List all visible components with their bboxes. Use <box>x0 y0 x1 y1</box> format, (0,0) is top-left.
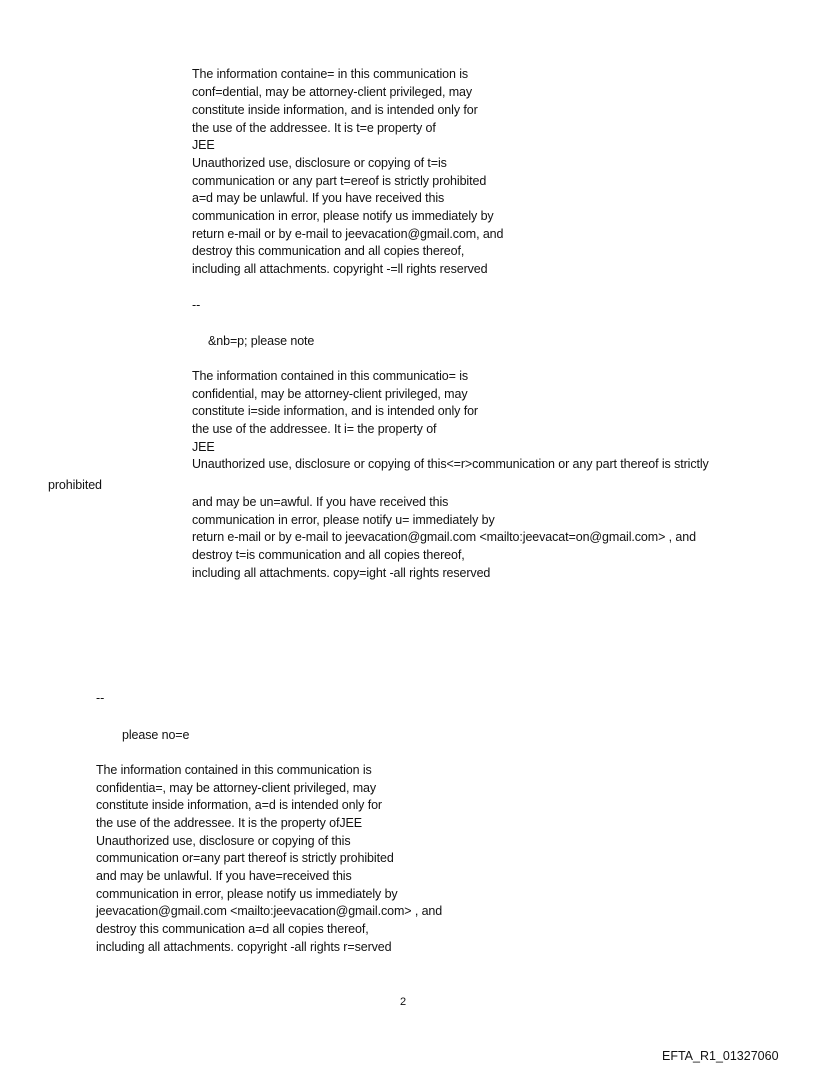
block1-line: communication or any part t=ereof is strictly prohibited <box>192 174 487 188</box>
block3-line: The information contained in this communication is <box>96 763 372 777</box>
block1-line: a=d may be unlawful. If you have received this <box>192 191 445 205</box>
block2-line: return e-mail or by e-mail to jeevacation@gmail.com <mailto:jeevacat=on@gmail.com> , and <box>192 530 696 544</box>
block3-line: jeevacation@gmail.com <mailto:jeevacation@gmail.com> , and <box>96 904 443 918</box>
document-id: EFTA_R1_01327060 <box>662 1049 779 1063</box>
note-line: please no=e <box>122 728 190 742</box>
block1-line: the use of the addressee. It is t=e property of <box>192 121 436 135</box>
note-line: &nb=p; please note <box>208 334 315 348</box>
block3-line: confidentia=, may be attorney-client privileged, may <box>96 781 377 795</box>
block2-line: and may be un=awful. If you have received this <box>192 495 449 509</box>
separator: -- <box>192 298 201 312</box>
block2-wrap-word: prohibited <box>48 478 102 492</box>
block3-line: constitute inside information, a=d is intended only for <box>96 798 382 812</box>
block3-line: and may be unlawful. If you have=received this <box>96 869 352 883</box>
block1-line: conf=dential, may be attorney-client privileged, may <box>192 85 473 99</box>
block2-long-line: Unauthorized use, disclosure or copying of this<=r>communication or any part thereof is strictly <box>192 457 709 471</box>
separator: -- <box>96 691 105 705</box>
block3-line: including all attachments. copyright -all rights r=served <box>96 940 392 954</box>
block3-line: communication in error, please notify us immediately by <box>96 887 398 901</box>
block2-line: confidential, may be attorney-client privileged, may <box>192 387 468 401</box>
block3-line: the use of the addressee. It is the property ofJEE <box>96 816 362 830</box>
block1-line: including all attachments. copyright -=ll rights reserved <box>192 262 488 276</box>
block2-line: constitute i=side information, and is intended only for <box>192 404 478 418</box>
block1-line: communication in error, please notify us immediately by <box>192 209 494 223</box>
block1-line: constitute inside information, and is intended only for <box>192 103 478 117</box>
block1-line: JEE <box>192 138 215 152</box>
block1-line: Unauthorized use, disclosure or copying of t=is <box>192 156 447 170</box>
block2-line: the use of the addressee. It i= the property of <box>192 422 437 436</box>
block3-line: communication or=any part thereof is strictly prohibited <box>96 851 394 865</box>
block3-line: destroy this communication a=d all copies thereof, <box>96 922 369 936</box>
block1-line: destroy this communication and all copies thereof, <box>192 244 465 258</box>
block3-line: Unauthorized use, disclosure or copying of this <box>96 834 351 848</box>
block1-line: The information containe= in this communication is <box>192 67 469 81</box>
block2-line: destroy t=is communication and all copies thereof, <box>192 548 465 562</box>
block2-line: JEE <box>192 440 215 454</box>
block2-line: The information contained in this communicatio= is <box>192 369 469 383</box>
block1-line: return e-mail or by e-mail to jeevacation@gmail.com, and <box>192 227 504 241</box>
block2-line: including all attachments. copy=ight -all rights reserved <box>192 566 491 580</box>
page-number: 2 <box>400 996 407 1008</box>
block2-line: communication in error, please notify u= immediately by <box>192 513 495 527</box>
